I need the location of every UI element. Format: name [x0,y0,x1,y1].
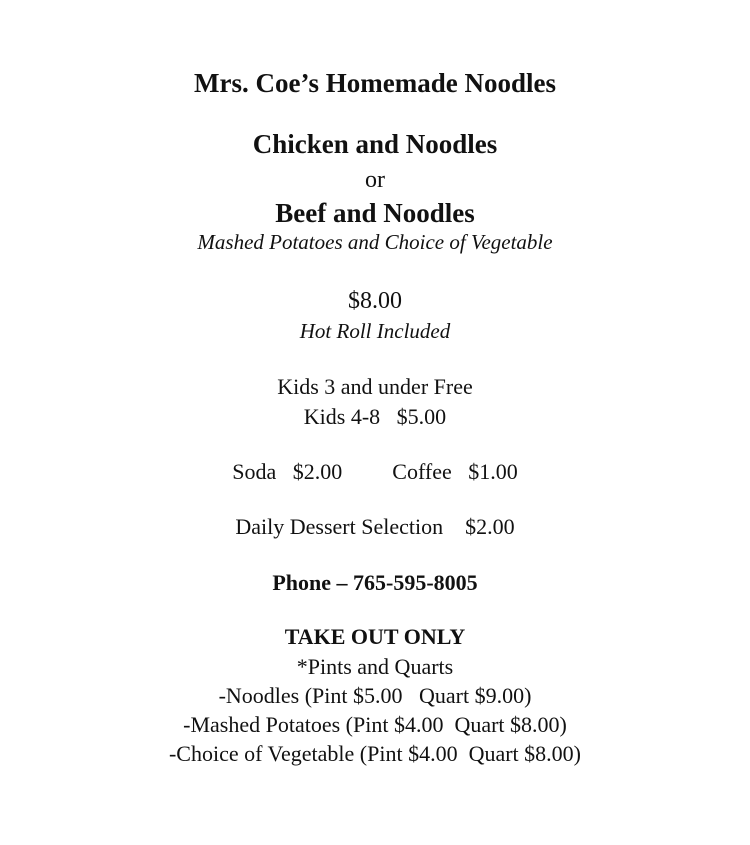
kids-free-line: Kids 3 and under Free [277,374,473,399]
soda-price: Soda $2.00 [232,459,343,484]
dish-beef-and-noodles: Beef and Noodles [275,198,475,228]
sides-description: Mashed Potatoes and Choice of Vegetable [197,230,553,254]
phone-number: Phone – 765-595-8005 [272,570,478,595]
dessert-line: Daily Dessert Selection $2.00 [235,514,515,539]
takeout-item-noodles: -Noodles (Pint $5.00 Quart $9.00) [218,683,532,708]
menu-title: Mrs. Coe’s Homemade Noodles [194,68,556,98]
roll-note: Hot Roll Included [299,319,451,343]
kids-price-line: Kids 4-8 $5.00 [303,404,447,429]
drinks-line [0,461,750,483]
takeout-subheading: *Pints and Quarts [296,654,454,679]
takeout-item-mashed-potatoes: -Mashed Potatoes (Pint $4.00 Quart $8.00) [183,712,567,737]
takeout-heading: TAKE OUT ONLY [284,624,466,649]
takeout-item-vegetable: -Choice of Vegetable (Pint $4.00 Quart $8.00) [168,741,581,766]
meal-price: $8.00 [348,288,402,314]
or-separator: or [365,167,385,193]
dish-chicken-and-noodles: Chicken and Noodles [252,129,498,159]
coffee-price: Coffee $1.00 [392,459,518,484]
